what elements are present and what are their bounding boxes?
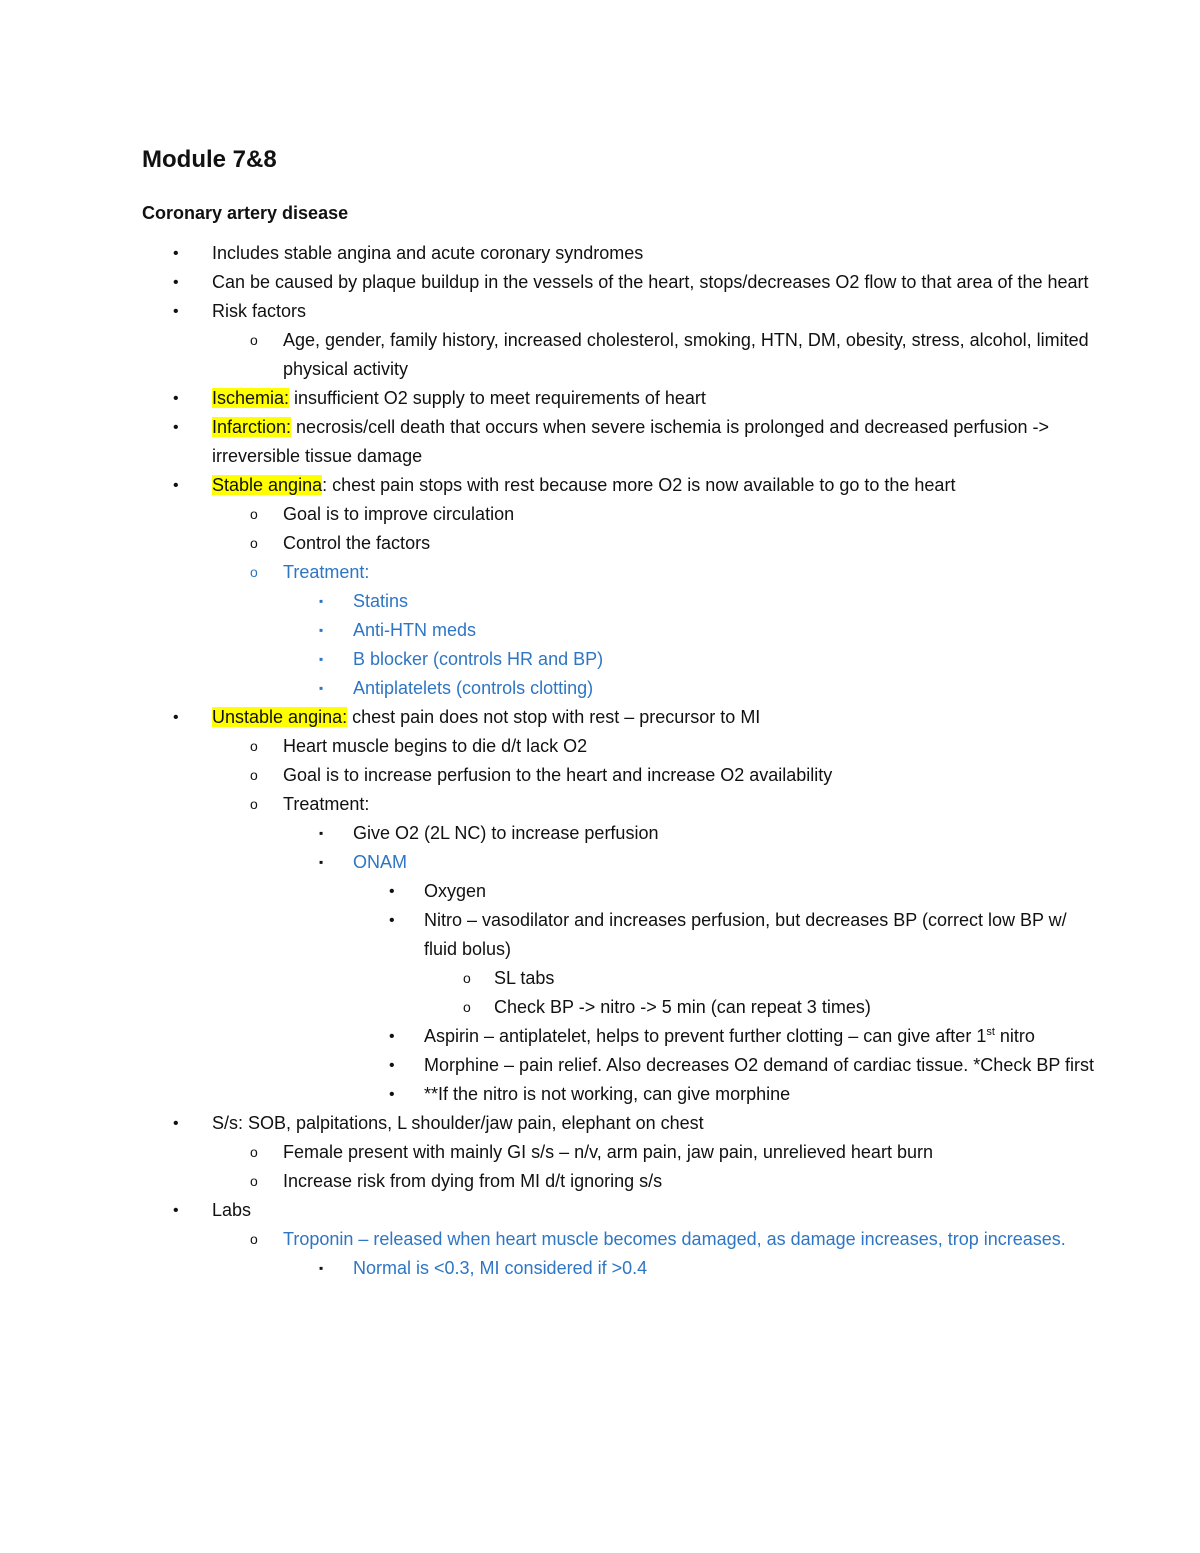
item-text: Antiplatelets (controls clotting)	[353, 678, 594, 698]
item-text: Goal is to improve circulation	[283, 504, 515, 524]
bullet-marker: •	[173, 245, 179, 262]
item-text: Risk factors	[212, 301, 307, 321]
square-marker: ▪	[319, 855, 324, 869]
list-item	[142, 674, 1100, 703]
highlighted-term: Stable angina	[212, 475, 323, 495]
item-text: Treatment:	[283, 794, 370, 814]
list-item	[142, 297, 1100, 326]
highlighted-term: Infarction:	[212, 417, 292, 437]
list-item	[142, 268, 1100, 297]
list-item	[142, 1196, 1100, 1225]
list-item	[142, 558, 1100, 587]
item-text: Give O2 (2L NC) to increase perfusion	[353, 823, 659, 843]
item-text: Increase risk from dying from MI d/t ignoring s/s	[283, 1171, 663, 1191]
item-text: nitro	[994, 1026, 1035, 1046]
square-marker: ▪	[319, 826, 324, 840]
bullet-marker: •	[173, 1115, 179, 1132]
item-text: chest pain does not stop with rest – precursor to MI	[347, 707, 761, 727]
section-heading: Coronary artery disease	[142, 203, 349, 223]
item-text: insufficient O2 supply to meet requirements of heart	[289, 388, 706, 408]
square-marker: ▪	[319, 594, 324, 608]
item-text: Nitro – vasodilator and increases perfusion, but decreases BP (correct low BP w/ fluid bolus)	[424, 910, 1067, 959]
list-item	[142, 877, 1100, 906]
list-item	[142, 1254, 1100, 1283]
bullet-marker: •	[389, 1028, 395, 1045]
list-item	[142, 703, 1100, 732]
item-text: S/s: SOB, palpitations, L shoulder/jaw pain, elephant on chest	[212, 1113, 704, 1133]
circle-marker: o	[250, 796, 258, 812]
circle-marker: o	[463, 970, 471, 986]
circle-marker: o	[250, 767, 258, 783]
item-text: **If the nitro is not working, can give morphine	[424, 1084, 791, 1104]
square-marker: ▪	[319, 623, 324, 637]
bullet-marker: •	[389, 1086, 395, 1103]
list-item	[142, 239, 1100, 268]
list-item	[142, 384, 1100, 413]
bullet-marker: •	[173, 274, 179, 291]
item-text: : chest pain stops with rest because more O2 is now available to go to the heart	[322, 475, 956, 495]
list-item	[142, 529, 1100, 558]
item-text: Age, gender, family history, increased cholesterol, smoking, HTN, DM, obesity, stress, alcohol, limited physical activity	[283, 330, 1089, 379]
highlighted-term: Unstable angina:	[212, 707, 348, 727]
item-text: ONAM	[353, 852, 407, 872]
circle-marker: o	[250, 535, 258, 551]
list-item	[142, 964, 1100, 993]
list-item	[142, 993, 1100, 1022]
list-item	[142, 1051, 1100, 1080]
item-text: Statins	[353, 591, 409, 611]
item-text: necrosis/cell death that occurs when severe ischemia is prolonged and decreased perfusion -> irreversible tissue damage	[212, 417, 1049, 466]
list-item	[142, 500, 1100, 529]
list-item	[142, 413, 1100, 471]
superscript: st	[986, 1026, 995, 1038]
list-item	[142, 645, 1100, 674]
item-text: Anti-HTN meds	[353, 620, 477, 640]
item-text: Control the factors	[283, 533, 431, 553]
page-title: Module 7&8	[142, 146, 277, 173]
circle-marker: o	[250, 332, 258, 348]
list-item	[142, 587, 1100, 616]
item-text: Labs	[212, 1200, 252, 1220]
item-text: Morphine – pain relief. Also decreases O2 demand of cardiac tissue. *Check BP first	[424, 1055, 1095, 1075]
item-text: Treatment:	[283, 562, 370, 582]
list-item	[142, 1109, 1100, 1138]
list-item	[142, 1138, 1100, 1167]
list-item	[142, 848, 1100, 877]
item-text: Normal is <0.3, MI considered if >0.4	[353, 1258, 648, 1278]
square-marker: ▪	[319, 652, 324, 666]
circle-marker: o	[463, 999, 471, 1015]
list-item	[142, 1080, 1100, 1109]
bullet-marker: •	[173, 303, 179, 320]
item-text: Check BP -> nitro -> 5 min (can repeat 3 times)	[494, 997, 871, 1017]
list-item	[142, 471, 1100, 500]
circle-marker: o	[250, 1144, 258, 1160]
list-item	[142, 819, 1100, 848]
list-item	[142, 1167, 1100, 1196]
list-item	[142, 732, 1100, 761]
list-item	[142, 790, 1100, 819]
item-text: Female present with mainly GI s/s – n/v, arm pain, jaw pain, unrelieved heart burn	[283, 1142, 933, 1162]
bullet-marker: •	[173, 419, 179, 436]
circle-marker: o	[250, 506, 258, 522]
item-text: SL tabs	[494, 968, 555, 988]
item-text: B blocker (controls HR and BP)	[353, 649, 604, 669]
circle-marker: o	[250, 1231, 258, 1247]
list-item	[142, 1022, 1100, 1051]
item-text: Aspirin – antiplatelet, helps to prevent further clotting – can give after 1	[424, 1026, 987, 1046]
circle-marker: o	[250, 1173, 258, 1189]
bullet-marker: •	[389, 912, 395, 929]
square-marker: ▪	[319, 1261, 324, 1275]
list-item	[142, 906, 1100, 964]
list-item	[142, 616, 1100, 645]
bullet-marker: •	[173, 1202, 179, 1219]
circle-marker: o	[250, 564, 258, 580]
square-marker: ▪	[319, 681, 324, 695]
circle-marker: o	[250, 738, 258, 754]
item-text: Heart muscle begins to die d/t lack O2	[283, 736, 588, 756]
list-item	[142, 1225, 1100, 1254]
bullet-marker: •	[389, 883, 395, 900]
item-text: Troponin – released when heart muscle becomes damaged, as damage increases, trop increases.	[283, 1229, 1066, 1249]
notes-list	[142, 239, 1100, 1283]
item-text: Includes stable angina and acute coronary syndromes	[212, 243, 644, 263]
list-item	[142, 761, 1100, 790]
item-text: Oxygen	[424, 881, 487, 901]
bullet-marker: •	[173, 709, 179, 726]
item-text: Goal is to increase perfusion to the heart and increase O2 availability	[283, 765, 833, 785]
bullet-marker: •	[389, 1057, 395, 1074]
bullet-marker: •	[173, 390, 179, 407]
list-item	[142, 326, 1100, 384]
bullet-marker: •	[173, 477, 179, 494]
highlighted-term: Ischemia:	[212, 388, 290, 408]
item-text: Can be caused by plaque buildup in the vessels of the heart, stops/decreases O2 flow to that area of the heart	[212, 272, 1089, 292]
